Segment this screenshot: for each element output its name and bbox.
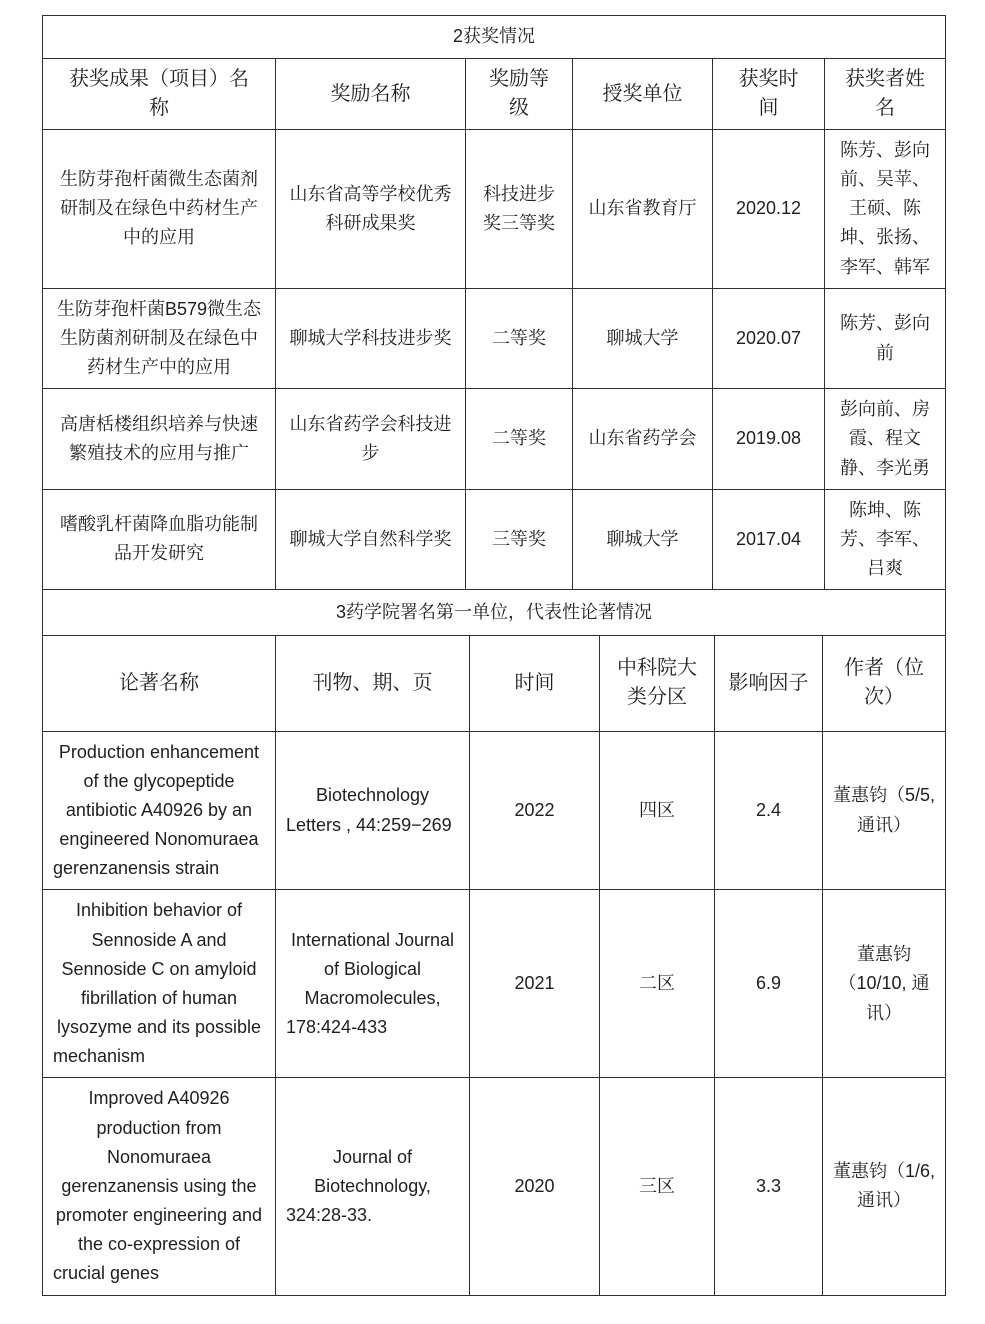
publication-cell-journal: International Journal of Biological Macromolecules, 178:424-433 [276, 890, 470, 1078]
awards-row [43, 288, 946, 388]
publication-cell-title: Production enhancement of the glycopeptide antibiotic A40926 by an engineered Nonomuraea gerenzanensis strain [43, 731, 276, 890]
awards-header-cell: 奖励等级 [466, 59, 573, 130]
document-sheet [42, 15, 945, 1296]
awards-header-cell: 奖励名称 [276, 59, 466, 130]
publication-cell-author: 董惠钧（10/10, 通讯） [823, 890, 946, 1078]
publication-cell-partition: 三区 [600, 1078, 715, 1295]
awards-header-cell: 获奖成果（项目）名称 [43, 59, 276, 130]
publication-cell-year: 2022 [470, 731, 600, 890]
awards-row [43, 489, 946, 589]
publication-cell-author: 董惠钧（1/6, 通讯） [823, 1078, 946, 1295]
publications-header-cell: 中科院大类分区 [600, 635, 715, 731]
awards-title-row [43, 16, 946, 59]
awards-header-cell: 获奖者姓名 [825, 59, 946, 130]
awards-cell-org: 山东省药学会 [573, 389, 713, 489]
awards-cell-grade: 二等奖 [466, 288, 573, 388]
publication-cell-year: 2020 [470, 1078, 600, 1295]
publications-header-cell: 刊物、期、页 [276, 635, 470, 731]
awards-row [43, 389, 946, 489]
awards-cell-award: 聊城大学自然科学奖 [276, 489, 466, 589]
awards-cell-date: 2020.07 [713, 288, 825, 388]
awards-cell-grade: 科技进步奖三等奖 [466, 130, 573, 289]
awards-cell-project: 生防芽孢杆菌B579微生态生防菌剂研制及在绿色中药材生产中的应用 [43, 288, 276, 388]
awards-cell-date: 2020.12 [713, 130, 825, 289]
publications-header-cell: 作者（位次） [823, 635, 946, 731]
awards-cell-org: 山东省教育厅 [573, 130, 713, 289]
awards-cell-project: 生防芽孢杆菌微生态菌剂研制及在绿色中药材生产中的应用 [43, 130, 276, 289]
publication-cell-partition: 二区 [600, 890, 715, 1078]
awards-header-cell: 授奖单位 [573, 59, 713, 130]
awards-cell-grade: 三等奖 [466, 489, 573, 589]
publication-cell-journal: Biotechnology Letters , 44:259−269 [276, 731, 470, 890]
publication-cell-impact-factor: 3.3 [715, 1078, 823, 1295]
section-title-awards: 2获奖情况 [43, 16, 946, 59]
awards-cell-winners: 彭向前、房霞、程文静、李光勇 [825, 389, 946, 489]
awards-row [43, 130, 946, 289]
publication-row [43, 1078, 946, 1295]
publications-header-cell: 时间 [470, 635, 600, 731]
awards-cell-award: 山东省药学会科技进步 [276, 389, 466, 489]
awards-cell-winners: 陈坤、陈芳、李军、吕爽 [825, 489, 946, 589]
publications-header-cell: 影响因子 [715, 635, 823, 731]
publication-cell-journal: Journal of Biotechnology, 324:28-33. [276, 1078, 470, 1295]
publication-cell-title: Improved A40926 production from Nonomuraea gerenzanensis using the promoter engineering and the co-expression of crucial genes [43, 1078, 276, 1295]
publication-cell-partition: 四区 [600, 731, 715, 890]
publications-header-row [43, 635, 946, 731]
publication-cell-title: Inhibition behavior of Sennoside A and Sennoside C on amyloid fibrillation of human lysozyme and its possible mechanism [43, 890, 276, 1078]
publication-row [43, 731, 946, 890]
awards-cell-date: 2019.08 [713, 389, 825, 489]
awards-cell-project: 嗜酸乳杆菌降血脂功能制品开发研究 [43, 489, 276, 589]
awards-cell-org: 聊城大学 [573, 489, 713, 589]
awards-header-row [43, 59, 946, 130]
awards-cell-winners: 陈芳、彭向前 [825, 288, 946, 388]
awards-header-cell: 获奖时间 [713, 59, 825, 130]
publication-cell-impact-factor: 2.4 [715, 731, 823, 890]
awards-cell-award: 山东省高等学校优秀科研成果奖 [276, 130, 466, 289]
publication-cell-impact-factor: 6.9 [715, 890, 823, 1078]
awards-cell-project: 高唐栝楼组织培养与快速繁殖技术的应用与推广 [43, 389, 276, 489]
awards-cell-award: 聊城大学科技进步奖 [276, 288, 466, 388]
awards-cell-grade: 二等奖 [466, 389, 573, 489]
publications-title-row [43, 590, 946, 635]
publications-table [42, 590, 946, 1295]
awards-table [42, 15, 946, 590]
section-title-publications: 3药学院署名第一单位，代表性论著情况 [43, 590, 946, 635]
publication-row [43, 890, 946, 1078]
publications-header-cell: 论著名称 [43, 635, 276, 731]
publication-cell-year: 2021 [470, 890, 600, 1078]
awards-cell-org: 聊城大学 [573, 288, 713, 388]
awards-cell-date: 2017.04 [713, 489, 825, 589]
publication-cell-author: 董惠钧（5/5, 通讯） [823, 731, 946, 890]
awards-cell-winners: 陈芳、彭向前、吴苹、王硕、陈坤、张扬、李军、韩军 [825, 130, 946, 289]
